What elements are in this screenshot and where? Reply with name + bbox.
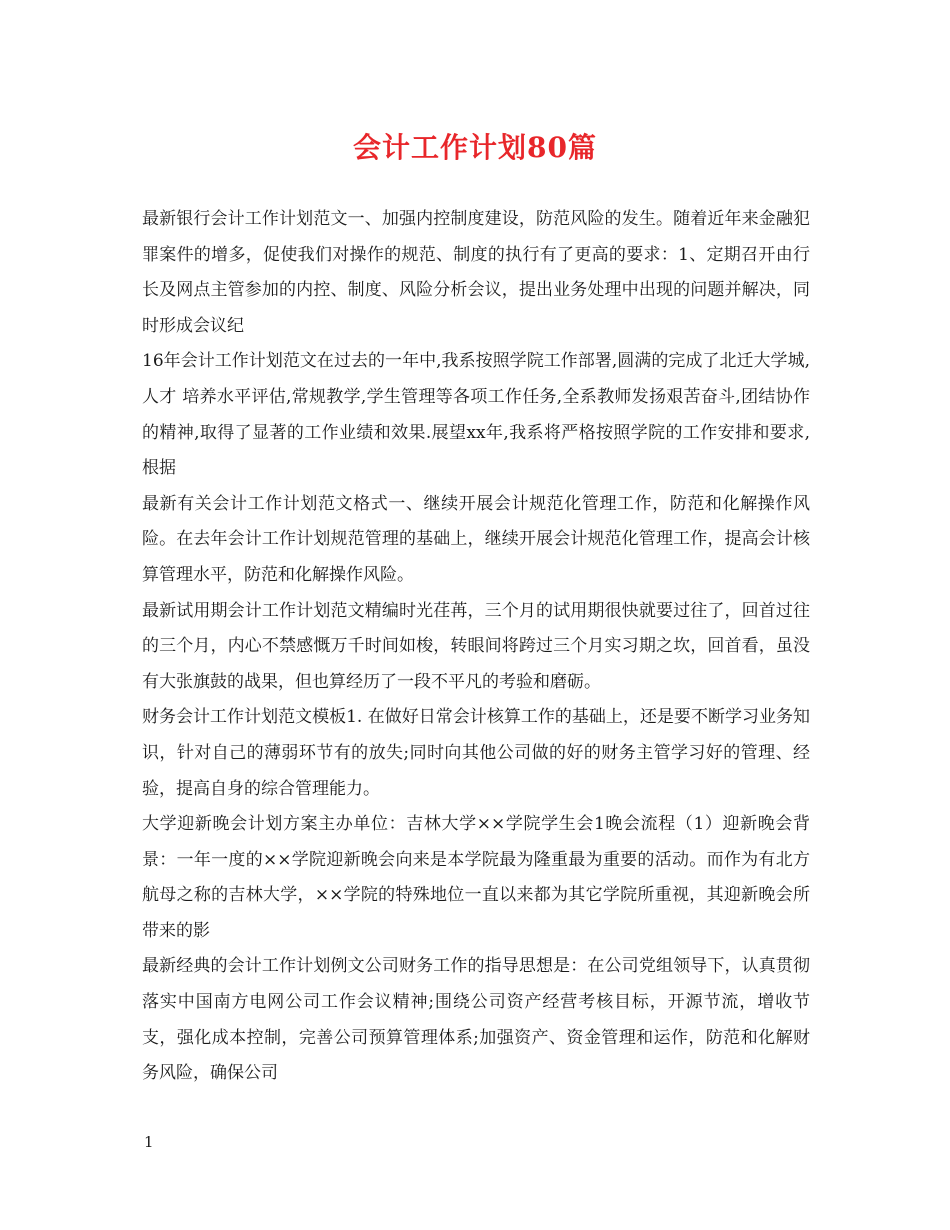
document-body bbox=[142, 202, 810, 1092]
paragraph-7: 最新经典的会计工作计划例文公司财务工作的指导思想是：在公司党组领导下，认真贯彻落实中国南方电网公司工作会议精神;围绕公司资产经营考核目标，开源节流，增收节支，强化成本控制，完善公司预算管理体系;加强资产、资金管理和运作，防范和化解财务风险，确保公司 bbox=[142, 956, 810, 1084]
paragraph-1: 最新银行会计工作计划范文一、加强内控制度建设，防范风险的发生。随着近年来金融犯罪案件的增多，促使我们对操作的规范、制度的执行有了更高的要求：1、定期召开由行长及网点主管参加的内控、制度、风险分析会议，提出业务处理中出现的问题并解决，同时形成会议纪 bbox=[142, 209, 810, 336]
paragraph-4: 最新试用期会计工作计划范文精编时光荏苒，三个月的试用期很快就要过往了，回首过往的三个月，内心不禁感慨万千时间如梭，转眼间将跨过三个月实习期之坎，回首看，虽没有大张旗鼓的战果，但也算经历了一段不平凡的考验和磨砺。 bbox=[142, 600, 810, 692]
paragraph-6: 大学迎新晚会计划方案主办单位：吉林大学××学院学生会1晚会流程（1）迎新晚会背景：一年一度的××学院迎新晚会向来是本学院最为隆重最为重要的活动。而作为有北方航母之称的吉林大学，××学院的特殊地位一直以来都为其它学院所重视，其迎新晚会所带来的影 bbox=[142, 814, 810, 941]
paragraph-2: 16年会计工作计划范文在过去的一年中,我系按照学院工作部署,圆满的完成了北迁大学城, 人才 培养水平评估,常规教学,学生管理等各项工作任务,全系教师发扬艰苦奋斗,团结协作的精神,取得了显著的工作业绩和效果.展望xx年,我系将严格按照学院的工作安排和要求,根据 bbox=[142, 351, 810, 479]
page-number: 1 bbox=[144, 1133, 154, 1151]
document-title: 会计工作计划80篇 bbox=[353, 131, 597, 164]
paragraph-3: 最新有关会计工作计划范文格式一、继续开展会计规范化管理工作，防范和化解操作风险。在去年会计工作计划规范管理的基础上，继续开展会计规范化管理工作，提高会计核算管理水平，防范和化解操作风险。 bbox=[142, 493, 810, 585]
paragraph-5: 财务会计工作计划范文模板1. 在做好日常会计核算工作的基础上，还是要不断学习业务知识，针对自己的薄弱环节有的放失;同时向其他公司做的好的财务主管学习好的管理、经验，提高自身的综合管理能力。 bbox=[142, 707, 810, 799]
